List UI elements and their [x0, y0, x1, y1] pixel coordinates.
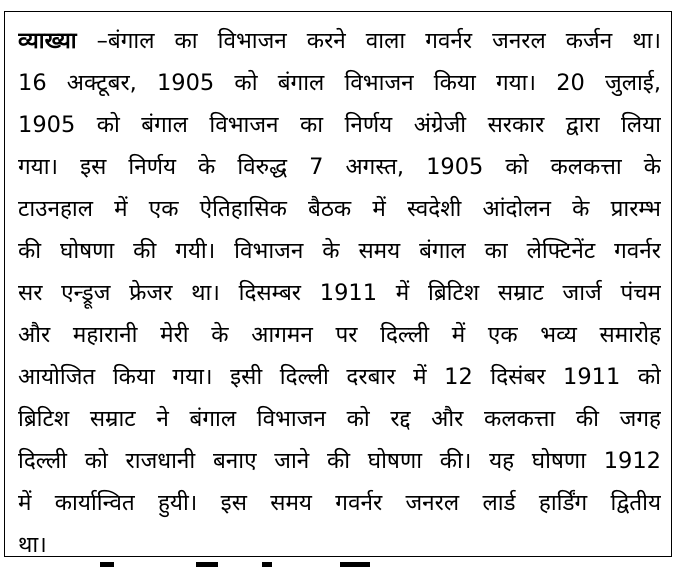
cropped-next-line-fragment: [0, 559, 681, 571]
passage-heading: व्याख्या: [18, 28, 77, 54]
cropped-glyph-fragment: [100, 562, 114, 567]
passage-line-7: सर एन्ड्रूज फ्रेजर था। दिसम्बर 1911 में ब्रिटिश सम्राट जार्ज पंचम: [18, 280, 661, 306]
passage-line-4: गया। इस निर्णय के विरुद्ध 7 अगस्त, 1905 को कलकत्ता के: [18, 154, 661, 180]
explanation-text-box: [4, 11, 672, 557]
cropped-glyph-fragment: [340, 562, 370, 567]
passage-line-1: [18, 20, 661, 62]
passage-line-5: टाउनहाल में एक ऐतिहासिक बैठक में स्वदेशी आंदोलन के प्रारम्भ: [18, 196, 661, 222]
passage-line-11: दिल्ली को राजधानी बनाए जाने की घोषणा की। यह घोषणा 1912: [18, 448, 661, 474]
passage-line-3: 1905 को बंगाल विभाजन का निर्णय अंग्रेजी सरकार द्वारा लिया: [18, 112, 661, 138]
passage-line-1-text: –बंगाल का विभाजन करने वाला गवर्नर जनरल कर्जन था।: [76, 28, 661, 54]
passage-line-8: और महारानी मेरी के आगमन पर दिल्ली में एक भव्य समारोह: [18, 322, 661, 348]
passage-line-9: आयोजित किया गया। इसी दिल्ली दरबार में 12 दिसंबर 1911 को: [18, 364, 661, 390]
passage-line-2: 16 अक्टूबर, 1905 को बंगाल विभाजन किया गया। 20 जुलाई,: [18, 70, 661, 96]
passage-line-6: की घोषणा की गयी। विभाजन के समय बंगाल का लेफ्टिनेंट गवर्नर: [18, 238, 661, 264]
cropped-glyph-fragment: [262, 562, 272, 567]
cropped-glyph-fragment: [196, 562, 218, 567]
passage-line-10: ब्रिटिश सम्राट ने बंगाल विभाजन को रद्द और कलकत्ता की जगह: [18, 406, 661, 432]
passage-line-13: था।: [18, 532, 47, 558]
passage-line-12: में कार्यान्वित हुयी। इस समय गवर्नर जनरल लार्ड हार्डिंग द्वितीय: [18, 490, 661, 516]
